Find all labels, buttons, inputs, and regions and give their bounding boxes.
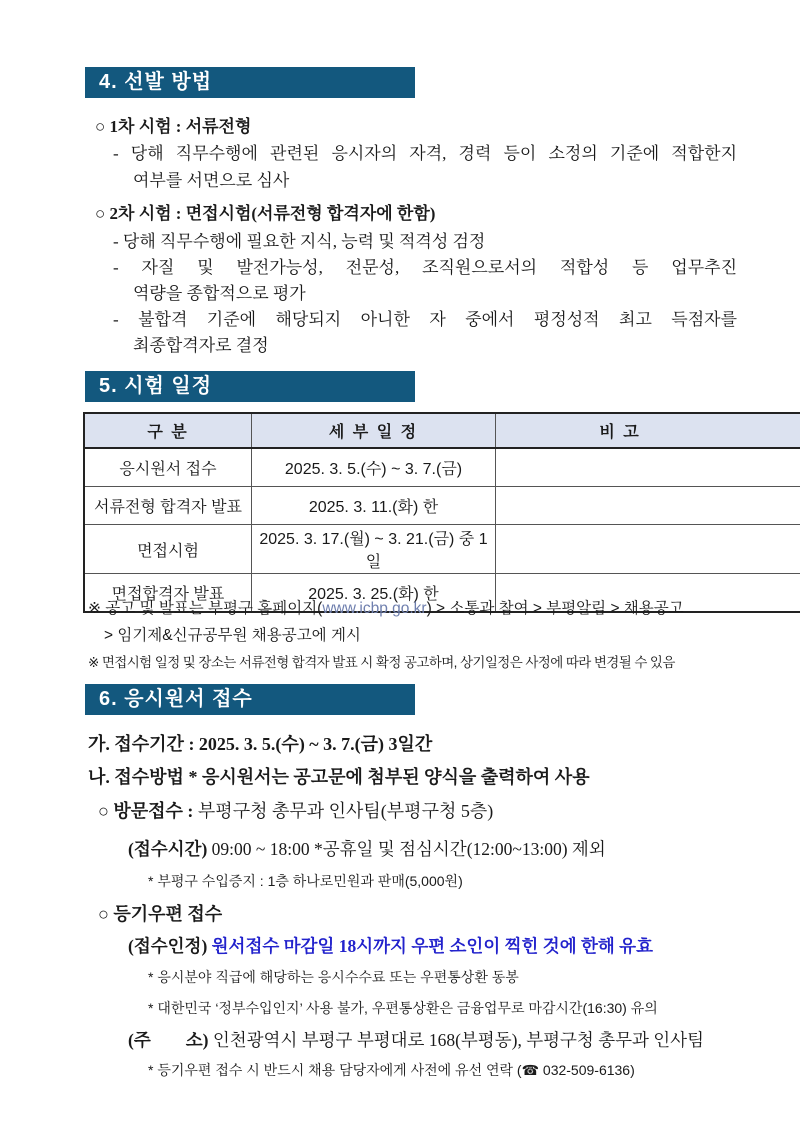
mail-address-line xyxy=(128,1027,704,1053)
visit-submission-label: ○ 방문접수 : xyxy=(98,801,194,821)
row-label: 면접합격자 발표 xyxy=(84,574,252,613)
announcement-note-line2: > 임기제&신규공무원 채용공고에 게시 xyxy=(104,627,361,644)
exam2-title: ○ 2차 시험 : 면접시험(서류전형 합격자에 한함) xyxy=(95,204,436,223)
exam2-desc3-line2: 최종합격자로 결정 xyxy=(133,336,269,355)
mail-stamp-warning-note: * 대한민국 ‘정부수입인지’ 사용 불가, 우편통상환은 금융업무로 마감시간(16:30) 유의 xyxy=(148,1000,658,1016)
reception-hours-line xyxy=(128,836,606,862)
registered-mail-title: ○ 등기우편 접수 xyxy=(98,904,223,924)
homepage-link[interactable]: www.icbp.go.kr xyxy=(322,600,427,617)
exam-schedule-table xyxy=(83,412,800,613)
section-4-title: 4. 선발 방법 xyxy=(99,71,213,93)
header-remarks: 비 고 xyxy=(496,413,800,448)
application-period-line: 가. 접수기간 : 2025. 3. 5.(수) ~ 3. 7.(금) 3일간 xyxy=(88,734,433,754)
row-schedule: 2025. 3. 5.(수) ~ 3. 7.(금) xyxy=(252,448,496,487)
section-4-header-bar xyxy=(85,67,415,98)
revenue-stamp-note: * 부평구 수입증지 : 1층 하나로민원과 판매(5,000원) xyxy=(148,873,463,889)
exam2-desc2-line1: - 자질 및 발전가능성, 전문성, 조직원으로서의 적합성 등 업무추진 xyxy=(113,258,737,277)
row-schedule: 2025. 3. 11.(화) 한 xyxy=(252,487,496,525)
exam1-desc-line1: - 당해 직무수행에 관련된 응시자의 자격, 경력 등이 소정의 기준에 적합한지 xyxy=(113,144,737,163)
acceptance-rule-line xyxy=(128,933,653,959)
table-row xyxy=(84,525,800,574)
section-6-header-bar xyxy=(85,684,415,715)
mail-address-value: 인천광역시 부평구 부평대로 168(부평동), 부평구청 총무과 인사팀 xyxy=(212,1030,704,1050)
exam1-desc-line2: 여부를 서면으로 심사 xyxy=(133,171,290,190)
table-row xyxy=(84,487,800,525)
contact-phone-note: * 등기우편 접수 시 반드시 채용 담당자에게 사전에 유선 연락 (☎ 032-509-6136) xyxy=(148,1062,635,1078)
table-header-row xyxy=(84,413,800,448)
row-note xyxy=(496,525,800,574)
row-note xyxy=(496,487,800,525)
exam2-desc3-line1: - 불합격 기준에 해당되지 아니한 자 중에서 평정성적 최고 득점자를 xyxy=(113,310,737,329)
row-label: 면접시험 xyxy=(84,525,252,574)
table-row xyxy=(84,448,800,487)
acceptance-rule-highlight: 원서접수 마감일 18시까지 우편 소인이 찍힌 것에 한해 유효 xyxy=(211,936,653,956)
note-text-suffix: ) > 소통과 참여 > 부평알림 > 채용공고 xyxy=(426,600,684,617)
exam2-desc1: - 당해 직무수행에 필요한 지식, 능력 및 적격성 검정 xyxy=(113,232,486,251)
interview-schedule-note: ※ 면접시험 일정 및 장소는 서류전형 합격자 발표 시 확정 공고하며, 상기일정은 사정에 따라 변경될 수 있음 xyxy=(88,655,675,670)
row-label: 서류전형 합격자 발표 xyxy=(84,487,252,525)
visit-submission-value: 부평구청 총무과 인사팀(부평구청 5층) xyxy=(197,801,494,821)
mail-fee-note: * 응시분야 직급에 해당하는 응시수수료 또는 우편통상환 동봉 xyxy=(148,969,519,985)
row-label: 응시원서 접수 xyxy=(84,448,252,487)
reception-hours-value: 09:00 ~ 18:00 *공휴일 및 점심시간(12:00~13:00) 제외 xyxy=(211,839,606,859)
section-6-title: 6. 응시원서 접수 xyxy=(99,688,253,710)
row-schedule: 2025. 3. 17.(월) ~ 3. 21.(금) 중 1일 xyxy=(252,525,496,574)
mail-address-label: (주 소) xyxy=(128,1030,209,1050)
application-method-line: 나. 접수방법 * 응시원서는 공고문에 첨부된 양식을 출력하여 사용 xyxy=(88,767,590,787)
exam1-title: ○ 1차 시험 : 서류전형 xyxy=(95,117,252,136)
row-schedule: 2025. 3. 25.(화) 한 xyxy=(252,574,496,613)
reception-hours-label: (접수시간) xyxy=(128,839,208,859)
visit-submission-line xyxy=(98,798,493,824)
section-5-title: 5. 시험 일정 xyxy=(99,375,213,397)
header-detail-schedule: 세 부 일 정 xyxy=(252,413,496,448)
row-note xyxy=(496,448,800,487)
section-5-header-bar xyxy=(85,371,415,402)
header-category: 구 분 xyxy=(84,413,252,448)
announcement-note-line1 xyxy=(88,596,684,622)
note-text-prefix: ※ 공고 및 발표는 부평구 홈페이지( xyxy=(88,600,323,617)
acceptance-rule-label: (접수인정) xyxy=(128,936,208,956)
exam2-desc2-line2: 역량을 종합적으로 평가 xyxy=(133,284,306,303)
